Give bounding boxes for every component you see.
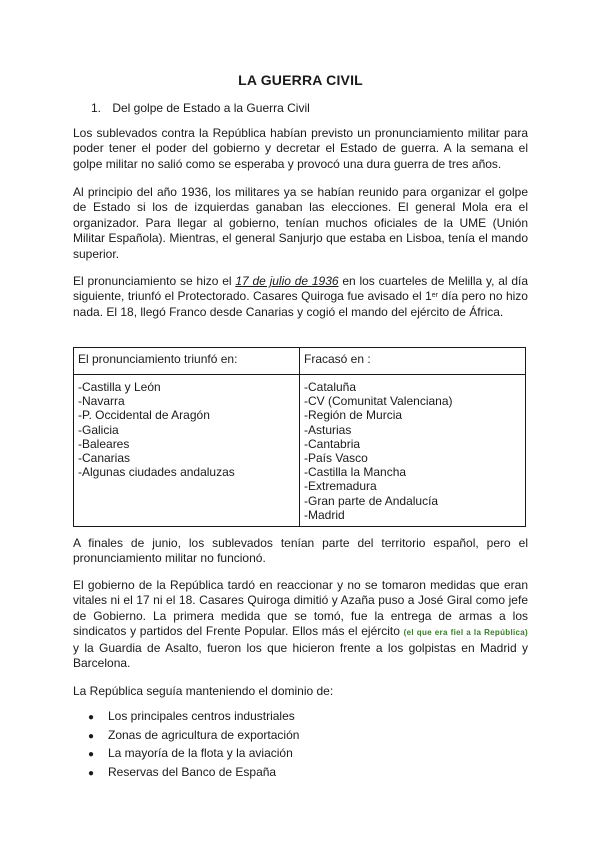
list-item: -Cantabria — [304, 436, 361, 451]
list-item: -Galicia — [78, 422, 119, 437]
paragraph-dominio: La República seguía manteniendo el dominio de: — [73, 684, 334, 698]
bullet-icon: ● — [88, 749, 95, 760]
paragraph-finales-junio: A finales de junio, los sublevados tenían parte del territorio español, pero el pronunciamiento militar no funcionó. — [73, 536, 528, 566]
paragraph-preparation: Al principio del año 1936, los militares ya se habían reunido para organizar el golpe de Estado si los de izquierdas ganaban las elecciones. El general Mola era el organizador. Para llegar al gobierno, tenían muchos oficiales de la UME (Unión Militar Española). Mientras, el general Sanjurjo que estaba en Lisboa, tenía el mando superior. — [73, 185, 528, 261]
list-item: -Cataluña — [304, 380, 357, 394]
list-item: -Asturias — [304, 422, 352, 437]
p3-text-a: El pronunciamiento se hizo el — [73, 274, 236, 288]
paragraph-intro: Los sublevados contra la República habían previsto un pronunciamiento militar para poder tener el poder del gobierno y decretar el Estado de guerra. A la semana el golpe militar no salió como se esperaba y provocó una dura guerra de tres años. — [73, 126, 528, 171]
p3-text-c: día pero no hizo nada. El 18, llegó Franco desde Canarias y cogió el mando del ejército de África. — [73, 289, 528, 319]
list-item: -País Vasco — [304, 451, 368, 466]
triunfo-cell — [74, 375, 300, 527]
list-item: -Gran parte de Andalucía — [304, 493, 439, 508]
list-item: -Algunas ciudades andaluzas — [78, 465, 235, 480]
dominio-bullet-list — [88, 707, 299, 781]
table-header-row — [74, 348, 526, 375]
p5-text-b: y la Guardia de Asalto, fueron los que hicieron frente a los golpistas en Madrid y Barcelona. — [73, 640, 528, 671]
section-number: 1. — [91, 101, 102, 115]
table-body-row — [74, 375, 526, 527]
list-item: -Castilla la Mancha — [304, 465, 407, 480]
list-item: -Madrid — [304, 507, 345, 522]
list-item: -CV (Comunitat Valenciana) — [304, 394, 453, 409]
inline-note: (el que era fiel a la República) — [403, 628, 528, 638]
outcome-table — [73, 347, 526, 527]
list-item: -Navarra — [78, 394, 125, 409]
list-item: ● Zonas de agricultura de exportación — [88, 726, 299, 745]
list-item: -Región de Murcia — [304, 408, 403, 423]
list-item: ● Reservas del Banco de España — [88, 763, 299, 782]
section-label: Del golpe de Estado a la Guerra Civil — [112, 101, 310, 115]
table-header-triunfo: El pronunciamiento triunfó en: — [74, 348, 300, 375]
document-title: LA GUERRA CIVIL — [238, 72, 363, 88]
list-item: -Extremadura — [304, 479, 377, 494]
table-header-fracaso: Fracasó en : — [300, 348, 526, 375]
list-item: -Baleares — [78, 436, 130, 451]
paragraph-pronunciamiento — [73, 274, 528, 320]
ordinal-superscript: er — [431, 292, 439, 300]
date-highlight: 17 de julio de 1936 — [235, 274, 339, 288]
p5-text-a: El gobierno de la República tardó en reaccionar y no se tomaron medidas que eran vitales ni el 17 ni el 18. Casares Quiroga dimitió y Azaña puso a José Giral como jefe de Gobierno. La primera medida que se tomó, fue la entrega de armas a los sindicatos y partidos del Frente Popular. Ellos más el ejército — [73, 578, 528, 639]
list-item: -Canarias — [78, 451, 131, 466]
list-item: ● La mayoría de la flota y la aviación — [88, 744, 299, 763]
list-item: ● Los principales centros industriales — [88, 707, 299, 726]
section-heading — [91, 101, 310, 115]
bullet-icon: ● — [88, 730, 95, 742]
bullet-icon: ● — [88, 712, 95, 723]
list-item: -Castilla y León — [78, 380, 161, 394]
p3-text-b: en los cuarteles de Melilla y, al día siguiente, triunfó el Protectorado. Casares Quiroga fue avisado el 1 — [73, 274, 528, 304]
fracaso-cell — [300, 375, 526, 527]
paragraph-gobierno — [73, 578, 528, 671]
bullet-icon: ● — [88, 767, 95, 779]
list-item: -P. Occidental de Aragón — [78, 408, 210, 423]
